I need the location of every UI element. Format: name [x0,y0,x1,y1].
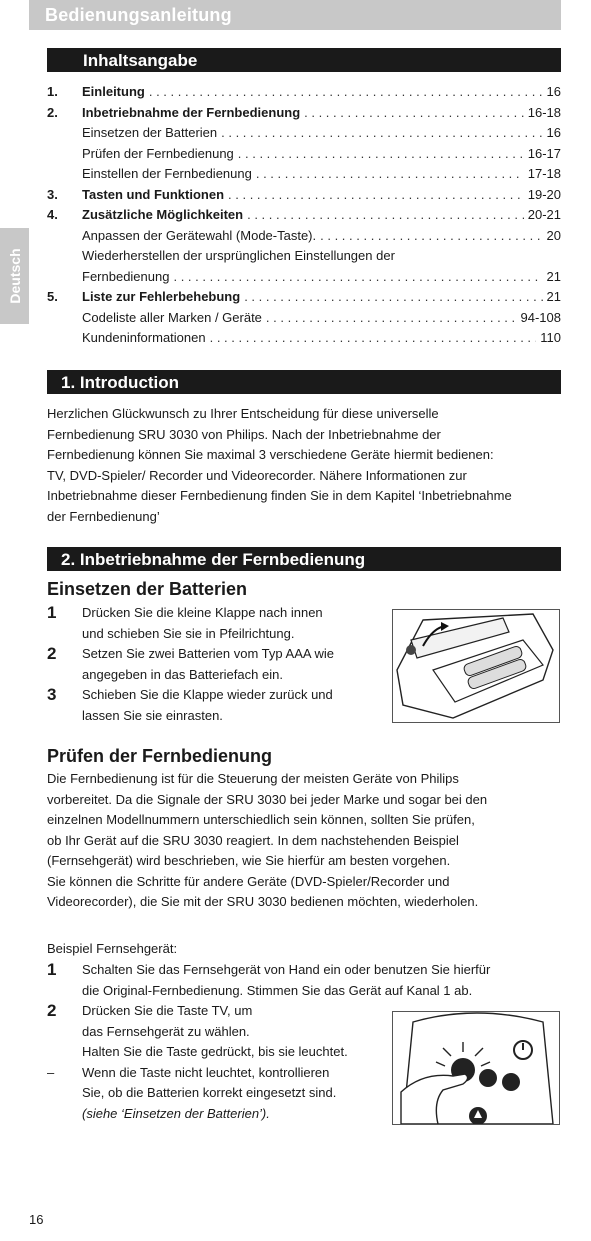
toc-leader [256,164,524,185]
header-title: Bedienungsanleitung [45,5,232,25]
toc-leader [266,308,517,329]
intro-heading: 1. Introduction [61,373,180,392]
toc-leader [228,185,524,206]
step-reference: (siehe ‘Einsetzen der Batterien’). [82,1105,270,1121]
batteries-heading: Einsetzen der Batterien [47,579,248,599]
toc-entry[interactable]: 4. Zusätzliche Möglichkeiten . . . 20-21 [47,205,561,226]
step-item: 1 Drücken Sie die kleine Klappe nach innen und schieben Sie sie in Pfeilrichtung. [47,603,323,641]
step-item: 2 Setzen Sie zwei Batterien vom Typ AAA wie angegeben in das Batteriefach ein. [47,644,334,682]
toc-leader [247,205,524,226]
step-item: 3 Schieben Sie die Klappe wieder zurück und lassen Sie sie einrasten. [47,685,333,723]
toc-heading-bar [47,48,561,72]
remote-tv-button-icon [393,1012,559,1124]
remote-battery-icon [393,610,559,722]
language-tab-label: Deutsch [6,248,23,304]
toc-leader [238,144,524,165]
testing-heading: Prüfen der Fernbedienung [47,746,273,766]
toc-subentry[interactable]: Kundeninformationen . . . 110 [47,328,561,349]
tv-button-illustration [392,1011,560,1125]
toc-subentry[interactable]: Einstellen der Fernbedienung . . . 17-18 [47,164,561,185]
toc-leader [149,82,543,103]
toc-subentry-line: Wiederherstellen der ursprünglichen Einstellungen der [82,248,395,263]
toc-subentry[interactable]: Fernbedienung . . . 21 [47,267,561,288]
toc-leader [221,123,542,144]
step-item: 2 Drücken Sie die Taste TV, um das Fernsehgerät zu wählen. Halten Sie die Taste gedrückt, bis sie leuchtet. [47,1001,348,1059]
setup-heading-bar [47,547,561,571]
toc-leader [320,226,542,247]
battery-steps [47,603,377,726]
toc-subentry[interactable]: Anpassen der Gerätewahl (Mode-Taste). . . . 20 [47,226,561,247]
table-of-contents [47,82,561,349]
toc-subentry[interactable]: Codeliste aller Marken / Geräte . . . 94-108 [47,308,561,329]
step-note: – Wenn die Taste nicht leuchtet, kontrollieren Sie, ob die Batterien korrekt eingesetzt sind. [47,1064,337,1100]
header-bar [29,0,561,30]
toc-leader [244,287,542,308]
setup-heading: 2. Inbetriebnahme der Fernbedienung [61,550,366,569]
example-label: Beispiel Fernsehgerät: [47,941,178,956]
page-number: 16 [29,1212,44,1227]
toc-entry[interactable]: 3. Tasten und Funktionen . . . 19-20 [47,185,561,206]
toc-subentry[interactable]: Prüfen der Fernbedienung . . . 16-17 [47,144,561,165]
toc-leader [304,103,524,124]
toc-subentry[interactable]: Einsetzen der Batterien . . . 16 [47,123,561,144]
toc-heading: Inhaltsangabe [83,51,198,70]
testing-paragraph: Die Fernbedienung ist für die Steuerung der meisten Geräte von Philips vorbereitet. Da die Signale der SRU 3030 bei jeder Marke und sogar bei den einzelnen Modellnummern unterschiedlich sein können, sollten Sie prüfen, ob Ihr Gerät auf die SRU 3030 reagiert. In dem nachstehenden Beispiel (Fernsehgerät) wird beschrieben, wie Sie hierfür am besten vorgehen. Sie können die Schritte für andere Geräte (DVD-Spieler/Recorder und Videorecorder), die Sie mit der SRU 3030 bedienen möchten, wiederholen. [47,771,488,909]
toc-leader [173,267,542,288]
toc-entry[interactable]: 5. Liste zur Fehlerbehebung . . . 21 [47,287,561,308]
toc-leader [210,328,537,349]
battery-compartment-illustration [392,609,560,723]
language-tab [0,228,29,324]
toc-entry[interactable]: 1. Einleitung . . . 16 [47,82,561,103]
intro-heading-bar [47,370,561,394]
toc-entry[interactable]: 2. Inbetriebnahme der Fernbedienung . . . 16-18 [47,103,561,124]
intro-paragraph: Herzlichen Glückwunsch zu Ihrer Entscheidung für diese universelle Fernbedienung SRU 3030 von Philips. Nach der Inbetriebnahme der Fernbedienung können Sie maximal 3 verschiedene Geräte hiermit bedienen: TV, DVD-Spieler/ Recorder und Videorecorder. Nähere Informationen zur Inbetriebnahme dieser Fernbedienung finden Sie in dem Kapitel ‘Inbetriebnahme der Fernbedienung’ [47,406,512,524]
step-item: 1 Schalten Sie das Fernsehgerät von Hand ein oder benutzen Sie hierfür die Original-Fernbedienung. Stimmen Sie das Gerät auf Kanal 1 ab. [47,960,491,998]
